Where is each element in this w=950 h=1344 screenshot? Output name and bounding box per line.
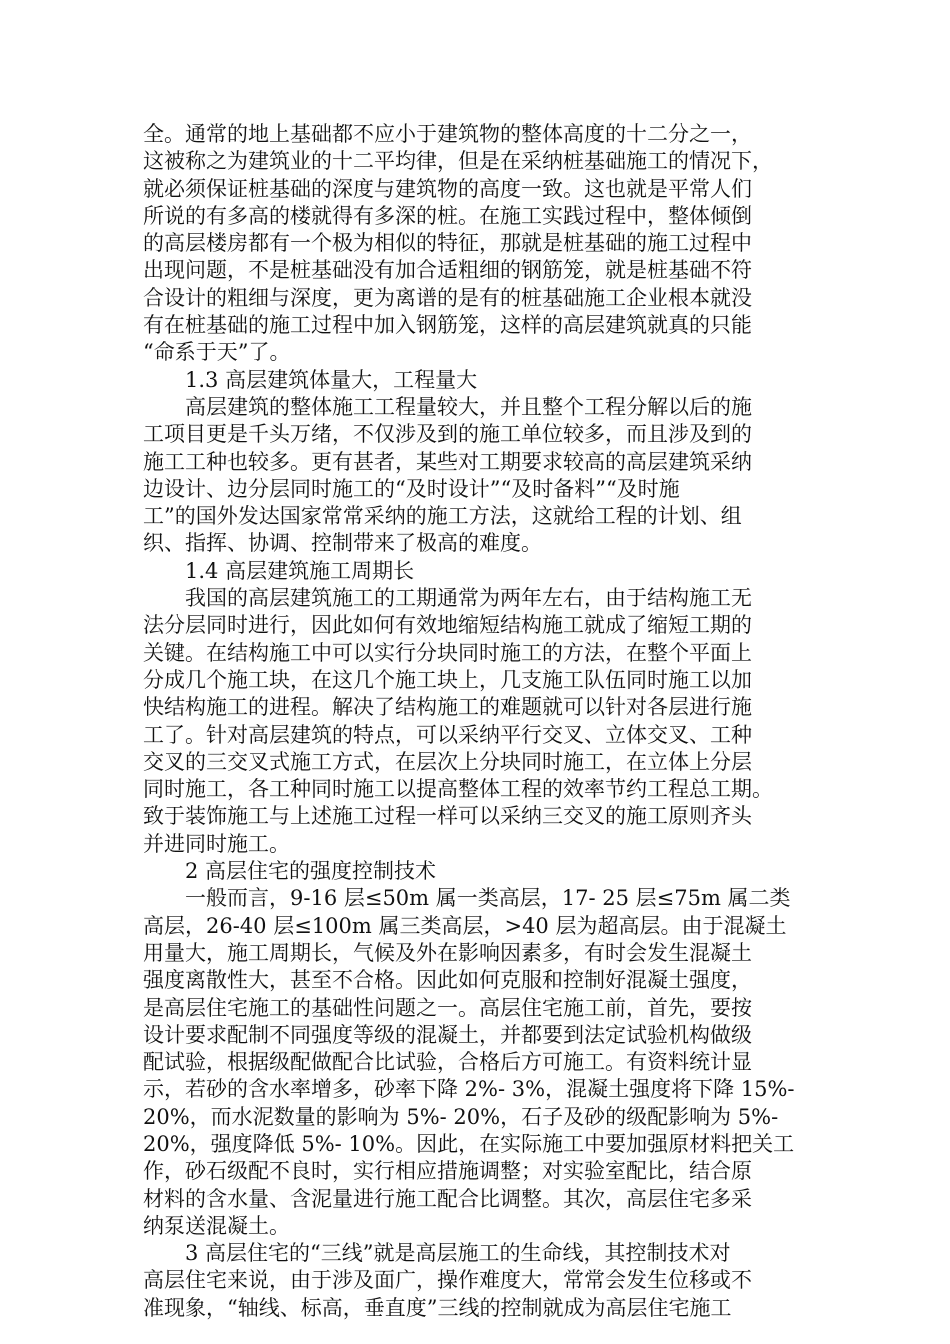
text-line: 快结构施工的进程。解决了结构施工的难题就可以针对各层进行施 [143, 695, 752, 720]
text-line: 工项目更是千头万绪，不仅涉及到的施工单位较多，而且涉及到的 [143, 422, 752, 447]
text-line: 我国的高层建筑施工的工期通常为两年左右，由于结构施工无 [185, 586, 752, 611]
text-line: 关键。在结构施工中可以实行分块同时施工的方法，在整个平面上 [143, 640, 752, 665]
text-line: 所说的有多高的楼就得有多深的桩。在施工实践过程中，整体倾倒 [143, 203, 752, 228]
text-line: 1.3 高层建筑体量大，工程量大 [185, 367, 478, 392]
text-line: 织、指挥、协调、控制带来了极高的难度。 [143, 531, 542, 556]
text-line: 2 高层住宅的强度控制技术 [185, 859, 437, 884]
text-line: 20%，强度降低 5%- 10%。因此，在实际施工中要加强原材料把关工 [143, 1131, 795, 1156]
text-line: 同时施工，各工种同时施工以提高整体工程的效率节约工程总工期。 [143, 777, 773, 802]
text-line: 交叉的三交叉式施工方式，在层次上分块同时施工，在立体上分层 [143, 749, 752, 774]
text-line: 边设计、边分层同时施工的“及时设计”“及时备料”“及时施 [143, 476, 680, 501]
text-line: 出现问题，不是桩基础没有加合适粗细的钢筋笼，就是桩基础不符 [143, 258, 752, 283]
text-line: 3 高层住宅的“三线”就是高层施工的生命线，其控制技术对 [185, 1241, 731, 1266]
text-line: “命系于天”了。 [143, 340, 291, 365]
text-line: 纳泵送混凝土。 [143, 1213, 290, 1238]
text-line: 合设计的粗细与深度，更为离谱的是有的桩基础施工企业根本就没 [143, 285, 752, 310]
text-line: 高层住宅来说，由于涉及面广，操作难度大，常常会发生位移或不 [143, 1268, 752, 1293]
text-line: 作，砂石级配不良时，实行相应措施调整；对实验室配比，结合原 [143, 1159, 752, 1184]
text-line: 示，若砂的含水率增多，砂率下降 2%- 3%，混凝土强度将下降 15%- [143, 1077, 795, 1102]
text-line: 一般而言，9-16 层≤50m 属一类高层，17- 25 层≤75m 属二类 [185, 886, 791, 911]
text-line: 分成几个施工块，在这几个施工块上，几支施工队伍同时施工以加 [143, 667, 752, 692]
text-line: 强度离散性大，甚至不合格。因此如何克服和控制好混凝土强度， [143, 968, 752, 993]
text-line: 的高层楼房都有一个极为相似的特征，那就是桩基础的施工过程中 [143, 231, 752, 256]
text-line: 20%，而水泥数量的影响为 5%- 20%，石子及砂的级配影响为 5%- [143, 1104, 779, 1129]
text-line: 施工工种也较多。更有甚者，某些对工期要求较高的高层建筑采纳 [143, 449, 752, 474]
text-line: 1.4 高层建筑施工周期长 [185, 558, 415, 583]
text-line: 是高层住宅施工的基础性问题之一。高层住宅施工前，首先，要按 [143, 995, 752, 1020]
text-line: 有在桩基础的施工过程中加入钢筋笼，这样的高层建筑就真的只能 [143, 313, 752, 338]
text-line: 工了。针对高层建筑的特点，可以采纳平行交叉、立体交叉、工种 [143, 722, 752, 747]
text-line: 致于装饰施工与上述施工过程一样可以采纳三交叉的施工原则齐头 [143, 804, 752, 829]
text-line: 就必须保证桩基础的深度与建筑物的高度一致。这也就是平常人们 [143, 176, 752, 201]
text-line: 这被称之为建筑业的十二平均律，但是在采纳桩基础施工的情况下， [143, 149, 773, 174]
text-line: 法分层同时进行，因此如何有效地缩短结构施工就成了缩短工期的 [143, 613, 752, 638]
text-line: 设计要求配制不同强度等级的混凝土，并都要到法定试验机构做级 [143, 1022, 752, 1047]
text-line: 用量大，施工周期长，气候及外在影响因素多，有时会发生混凝土 [143, 940, 752, 965]
text-line: 工”的国外发达国家常常采纳的施工方法，这就给工程的计划、组 [143, 504, 742, 529]
text-line: 全。通常的地上基础都不应小于建筑物的整体高度的十二分之一， [143, 122, 752, 146]
text-line: 材料的含水量、含泥量进行施工配合比调整。其次，高层住宅多采 [143, 1186, 752, 1211]
text-line: 配试验，根据级配做配合比试验，合格后方可施工。有资料统计显 [143, 1050, 752, 1075]
text-line: 高层建筑的整体施工工程量较大，并且整个工程分解以后的施 [185, 394, 752, 419]
document-body [143, 121, 803, 1322]
text-line: 高层，26-40 层≤100m 属三类高层，>40 层为超高层。由于混凝土 [143, 913, 787, 938]
text-line: 准现象，“轴线、标高，垂直度”三线的控制就成为高层住宅施工 [143, 1295, 732, 1320]
text-line: 并进同时施工。 [143, 831, 290, 856]
